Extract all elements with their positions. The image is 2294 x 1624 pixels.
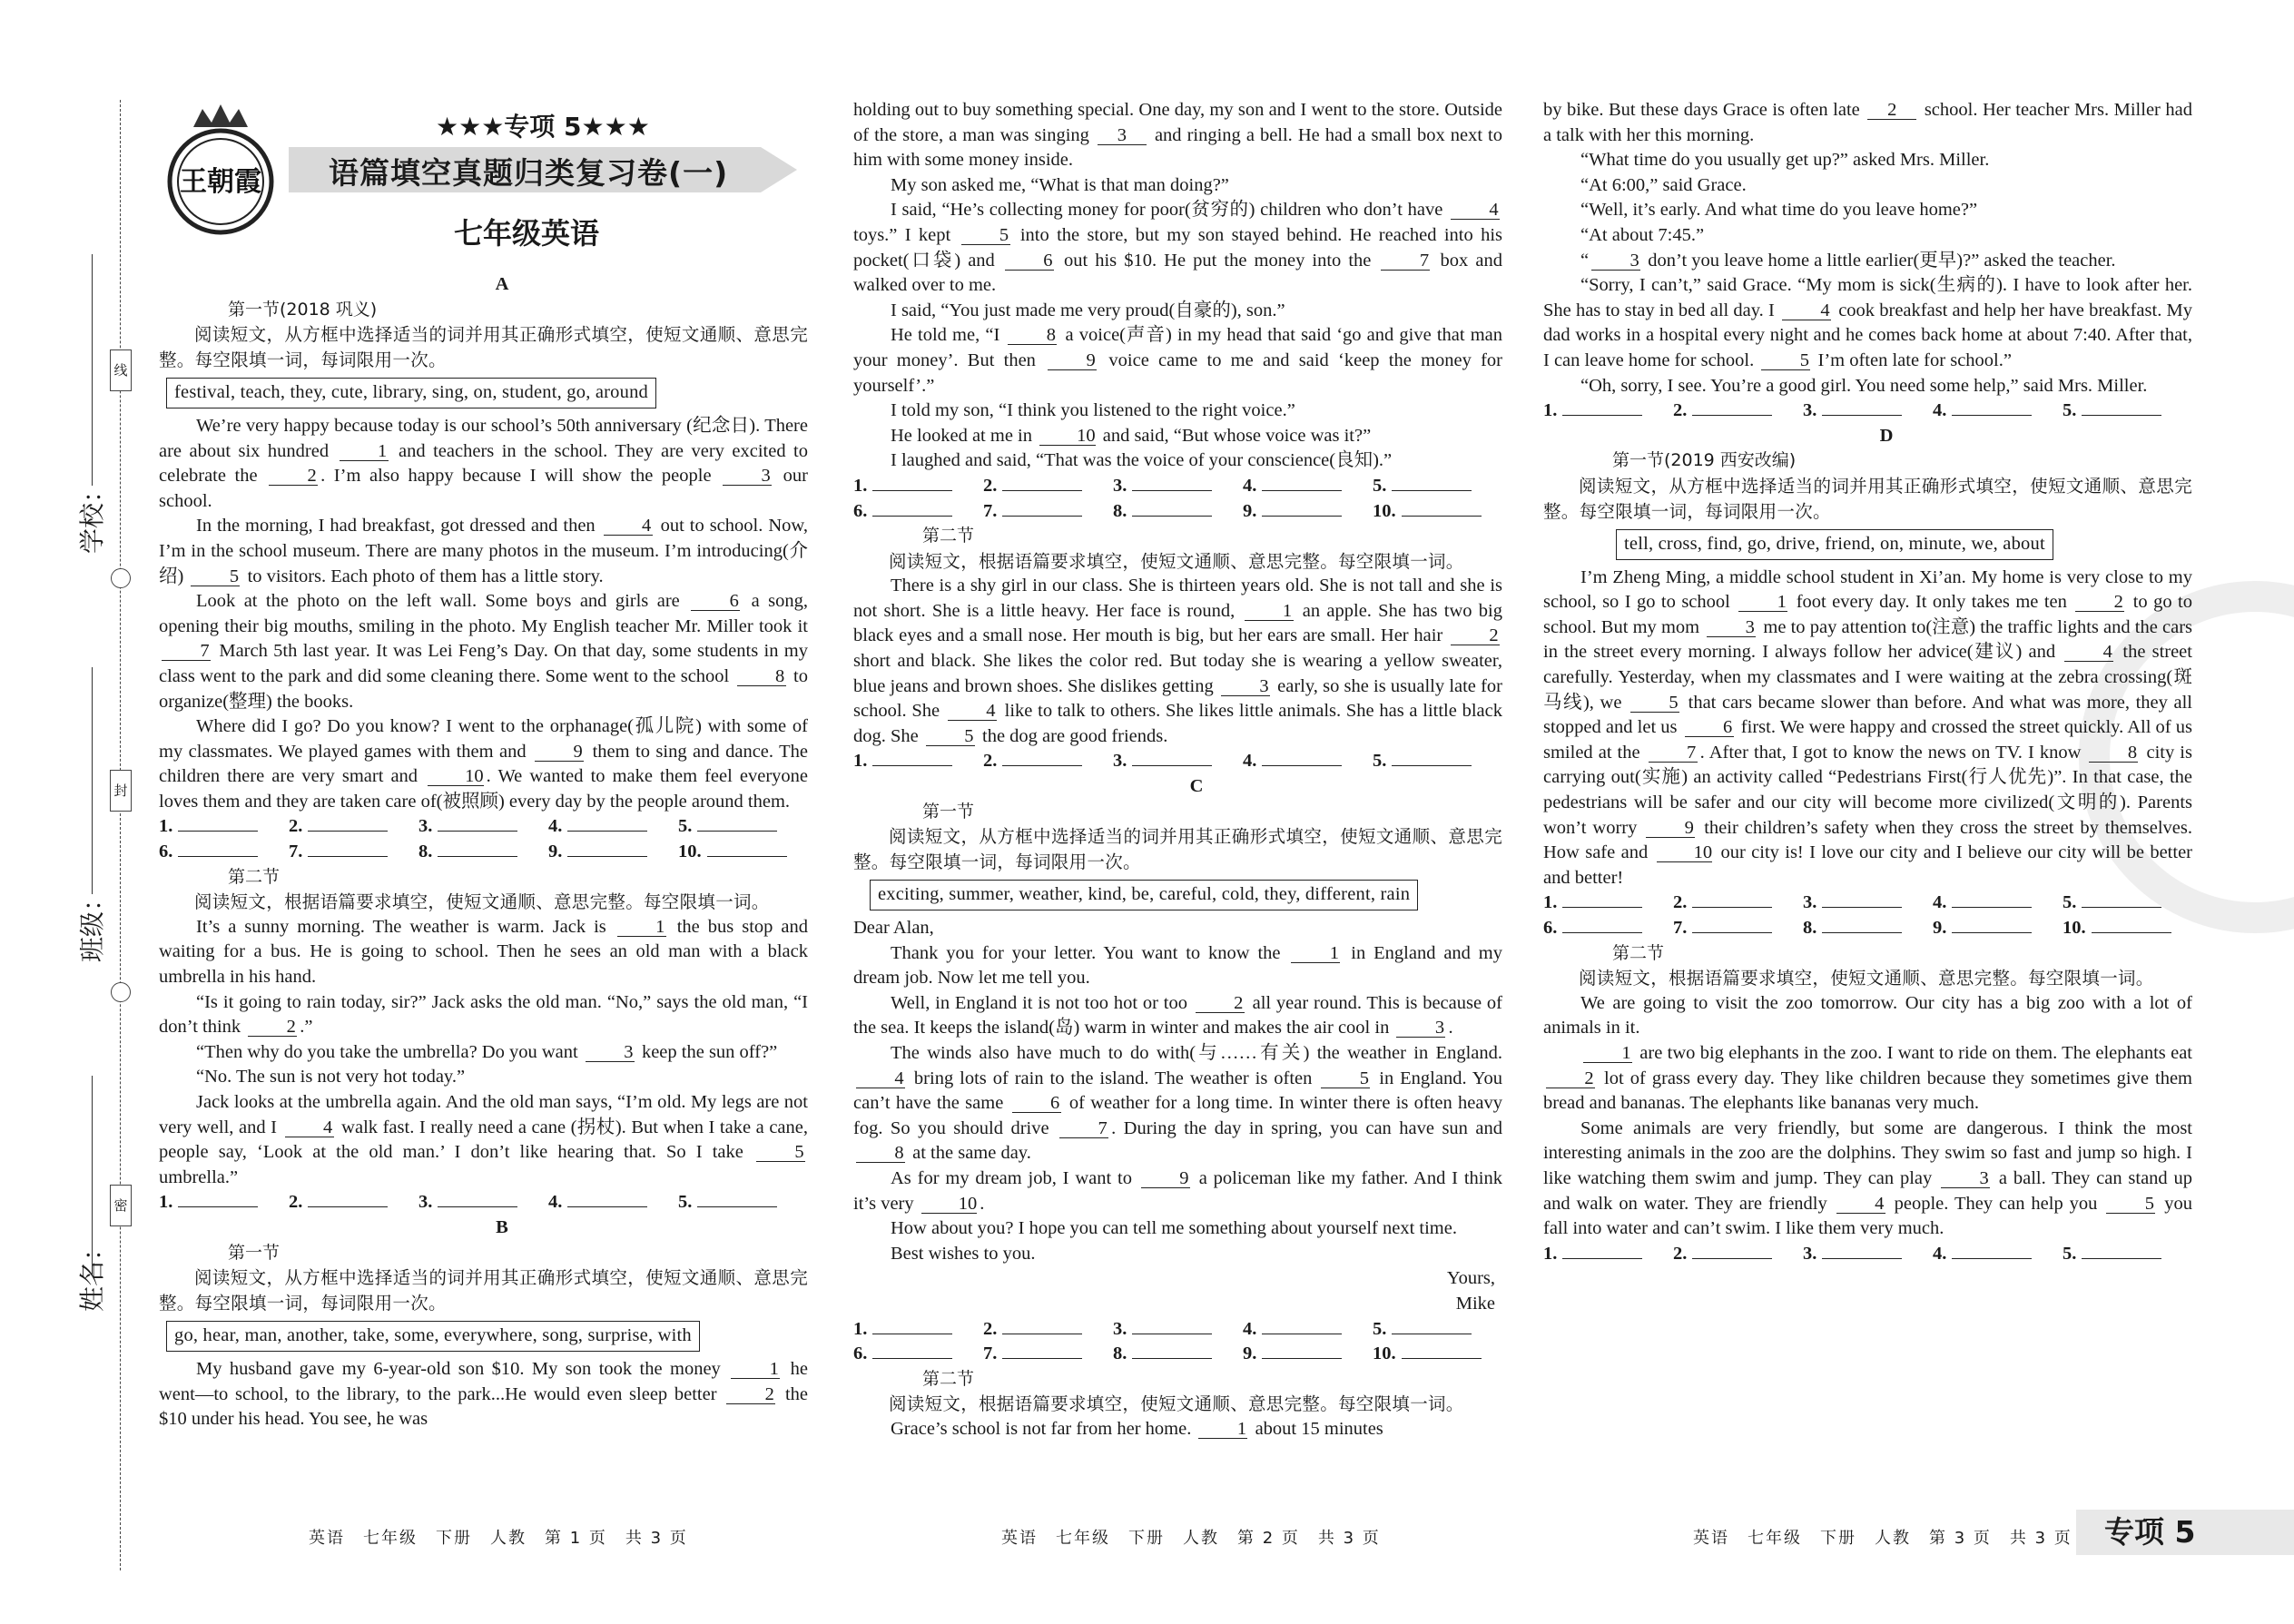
passage-paragraph: As for my dream job, I want to 9 a policeman like my father. And I think it’s very 10 . bbox=[853, 1167, 1502, 1214]
instruction: 阅读短文，根据语篇要求填空，使短文通顺、意思完整。每空限填一词。 bbox=[889, 1393, 1464, 1415]
instruction: 阅读短文，根据语篇要求填空，使短文通顺、意思完整。每空限填一词。 bbox=[1579, 968, 2154, 989]
passage-paragraph: “Oh, sorry, I see. You’re a good girl. You need some help,” said Mrs. Miller. bbox=[1580, 375, 2148, 396]
passage-paragraph: My son asked me, “What is that man doing?” bbox=[891, 174, 1229, 195]
passage-paragraph: “Well, it’s early. And what time do you leave home?” bbox=[1580, 200, 1978, 221]
answer-row: 6. 7. 8. 9. 10. bbox=[1543, 916, 2192, 941]
passage-paragraph: In the morning, I had breakfast, got dressed and then 4 out to school. Now, I’m in the school museum. There are many photos in the museum. I’m introducing(介绍) 5 to visitors. Each photo of them has a little story. bbox=[159, 516, 808, 586]
word-box: go, hear, man, another, take, some, everywhere, song, surprise, with bbox=[166, 1321, 700, 1352]
section-letter: A bbox=[495, 274, 509, 294]
passage-paragraph: Thank you for your letter. You want to know the 1 in England and my dream job. Now let me tell you. bbox=[853, 942, 1503, 989]
passage-paragraph: We are going to visit the zoo tomorrow. Our city has a big zoo with a lot of animals in it. bbox=[1543, 992, 2192, 1038]
section-letter: D bbox=[1879, 425, 1894, 446]
passage-paragraph: Where did I go? Do you know? I went to the orphanage(孤儿院) with some of my classmates. We played games with them and 9 them to sing and dance. The children there are very smart and 10 . We wanted to make them feel everyone loves them and they are taken care of(被照顾) every day by the people around them. bbox=[159, 716, 809, 812]
section-title: 第一节(2019 西安改编) bbox=[1612, 450, 1797, 471]
binding-mark-secret: 密 bbox=[110, 1185, 132, 1226]
answer-row: 1. 2. 3. 4. 5. bbox=[1543, 1242, 2192, 1267]
answer-row: 6. 7. 8. 9. 10. bbox=[853, 1342, 1502, 1367]
passage-paragraph: I told my son, “I think you listened to the right voice.” bbox=[891, 400, 1295, 421]
passage-paragraph: “Then why do you take the umbrella? Do you want 3 keep the sun off?” bbox=[196, 1041, 778, 1062]
passage-paragraph: Grace’s school is not far from her home. 1 about 15 minutes bbox=[891, 1418, 1383, 1439]
answer-row: 1. 2. 3. 4. 5. bbox=[853, 1317, 1502, 1343]
column-3 bbox=[1543, 98, 2192, 1266]
svg-text:王朝霞: 王朝霞 bbox=[180, 166, 261, 198]
corner-tag-text: 专项 5 bbox=[2104, 1514, 2196, 1550]
passage-paragraph: I said, “He’s collecting money for poor(贫穷的) children who don’t have 4 toys.” I kept 5 into the store, but my son stayed behind. He reached into his pocket(口袋) and 6 out his $10. He put the money into the 7 box and walked over to me. bbox=[853, 200, 1502, 296]
section-title: 第一节 bbox=[228, 1242, 281, 1263]
class-field-line[interactable] bbox=[92, 667, 93, 894]
binding-dashed-line bbox=[120, 100, 121, 1570]
school-label: 学校： bbox=[77, 477, 107, 554]
passage-paragraph: 1 are two big elephants in the zoo. I want to ride on them. The elephants eat 2 lot of grass every day. They like children because they sometimes give them bread and bananas. The elephants like bananas very much. bbox=[1543, 1042, 2192, 1114]
passage-paragraph: Well, in England it is not too hot or too 2 all year round. This is because of the sea. It keeps the island(岛) warm in winter and makes the air cool in 3 . bbox=[853, 992, 1502, 1038]
passage-paragraph: My husband gave my 6-year-old son $10. My son took the money 1 he went—to school, to the library, to the park...He would even sleep better 2 the $10 under his head. You see, he was bbox=[159, 1358, 808, 1430]
answer-row: 1. 2. 3. 4. 5. bbox=[853, 749, 1502, 774]
section-title: 第二节 bbox=[922, 1368, 975, 1389]
passage-paragraph: “Is it going to rain today, sir?” Jack asks the old man. “No,” says the old man, “I don’t think 2 .” bbox=[159, 991, 808, 1038]
word-box: exciting, summer, weather, kind, be, careful, cold, they, different, rain bbox=[870, 880, 1418, 910]
answer-row: 1. 2. 3. 4. 5. bbox=[853, 474, 1502, 499]
answer-row: 1. 2. 3. 4. 5. bbox=[1543, 891, 2192, 916]
class-label: 班级： bbox=[77, 885, 107, 962]
letter-greeting: Dear Alan, bbox=[853, 918, 934, 938]
column-2 bbox=[853, 98, 1502, 1442]
binding-mark-line: 线 bbox=[110, 349, 132, 391]
school-field-line[interactable] bbox=[92, 254, 93, 486]
passage-paragraph: It’s a sunny morning. The weather is warm. Jack is 1 the bus stop and waiting for a bus. He is going to school. Then he sees an old man with a black umbrella in his hand. bbox=[159, 916, 808, 988]
passage-paragraph: We’re very happy because today is our school’s 50th anniversary (纪念日). There are about six hundred 1 and teachers in the school. They are very excited to celebrate the 2 . I’m also happy because I will show the people 3 our school. bbox=[159, 415, 808, 511]
passage-paragraph: “Sorry, I can’t,” said Grace. “My mom is sick(生病的). I have to look after her. She has to stay in bed all day. I 4 cook breakfast and help her have breakfast. My dad works in a hospital every night and he comes back home at about 7:40. After that, I can leave home for school. 5 I’m often late for school.” bbox=[1543, 275, 2192, 370]
binding-hole bbox=[111, 982, 131, 1002]
instruction: 阅读短文，根据语篇要求填空，使短文通顺、意思完整。每空限填一词。 bbox=[194, 891, 770, 913]
section-title: 第一节(2018 巩义) bbox=[228, 299, 378, 320]
paper-subtitle: 七年级英语 bbox=[454, 216, 600, 251]
name-label: 姓名： bbox=[77, 1235, 107, 1312]
passage-paragraph: “At 6:00,” said Grace. bbox=[1580, 174, 1747, 195]
instruction: 阅读短文，从方框中选择适当的词并用其正确形式填空，使短文通顺、意思完整。每空限填一词，每词限用一次。 bbox=[159, 324, 808, 370]
word-box: tell, cross, find, go, drive, friend, on, minute, we, about bbox=[1616, 529, 2053, 560]
answer-row: 1. 2. 3. 4. 5. bbox=[159, 1190, 808, 1216]
passage-paragraph: I said, “You just made me very proud(自豪的), son.” bbox=[891, 300, 1285, 320]
passage-paragraph: “What time do you usually get up?” asked Mrs. Miller. bbox=[1580, 150, 1990, 171]
passage-paragraph: The winds also have much to do with(与……有关) the weather in England. 4 bring lots of rain to the island. The weather is often 5 in England. You can’t have the same 6 of weather for a long time. In winter there is often heavy fog. So you should drive 7 . During the day in spring, you can have sun and 8 at the same day. bbox=[853, 1042, 1503, 1164]
instruction: 阅读短文，从方框中选择适当的词并用其正确形式填空，使短文通顺、意思完整。每空限填一词，每词限用一次。 bbox=[853, 826, 1502, 872]
passage-paragraph: He told me, “I 8 a voice(声音) in my head that said ‘go and give that man your money’. But then 9 voice came to me and said ‘keep the money for yourself’.” bbox=[853, 325, 1502, 396]
page-footer-3: 英语 七年级 下册 人教 第 3 页 共 3 页 bbox=[1693, 1529, 2072, 1548]
answer-row: 1. 2. 3. 4. 5. bbox=[1543, 399, 2192, 424]
header-tag: ★★★专项 5★★★ bbox=[436, 112, 650, 142]
binding-hole bbox=[111, 568, 131, 588]
instruction: 阅读短文，从方框中选择适当的词并用其正确形式填空，使短文通顺、意思完整。每空限填一词，每词限用一次。 bbox=[1543, 475, 2192, 522]
passage-paragraph: He looked at me in 10 and said, “But whose voice was it?” bbox=[891, 425, 1372, 446]
passage-paragraph: I’m Zheng Ming, a middle school student in Xi’an. My home is very close to my school, so I go to school 1 foot every day. It only takes me ten 2 to go to school. But my mom 3 me to pay attention to(注意) the traffic lights and the cars in the street every morning. I always follow her advice(建议) and 4 the street carefully. Yesterday, when my classmates and I were waiting at the zebra crossing(斑马线), we 5 that cars became slower than before. And what was more, they all stopped and let us 6 first. We were happy and crossed the street quickly. All of us smiled at the 7 . After that, I got to know the news on TV. I know 8 city is carrying out(实施) an activity called “Pedestrians First(行人优先)”. In that case, the pedestrians will be safer and our city will become more civilized(文明的). Parents won’t worry 9 their children’s safety when they cross the street by themselves. How safe and 10 our city is! I love our city and I believe our city will be better and better! bbox=[1543, 566, 2193, 888]
passage-paragraph: holding out to buy something special. One day, my son and I went to the store. Outside of the store, a man was singing 3 and ringing a bell. He had a small box next to him with some money inside. bbox=[853, 100, 1502, 171]
passage-paragraph: Some animals are very friendly, but some are dangerous. I think the most interesting animals in the zoo are the dolphins. They swim so fast and jump so high. I like watching them swim and jump. They can play 3 a ball. They can stand up and walk on water. They are friendly 4 people. They can help you 5 you fall into water and can’t swim. I like them very much. bbox=[1543, 1117, 2193, 1239]
paper-title: 语篇填空真题归类复习卷(一) bbox=[329, 155, 729, 191]
answer-row: 6. 7. 8. 9. 10. bbox=[853, 499, 1502, 525]
section-letter: C bbox=[1189, 776, 1204, 797]
column-1 bbox=[159, 272, 808, 1432]
passage-paragraph: I laughed and said, “That was the voice of your conscience(良知).” bbox=[891, 450, 1393, 471]
passage-paragraph: There is a shy girl in our class. She is thirteen years old. She is not tall and she is not short. She is a little heavy. Her face is round, 1 an apple. She has two big black eyes and a small nose. Her mouth is big, but her ears are small. Her hair 2 short and black. She likes the color red. But today she is wearing a yellow sweater, blue jeans and brown shoes. She dislikes getting 3 early, so she is usually late for school. She 4 like to talk to others. She likes little animals. She has a little black dog. She 5 the dog are good friends. bbox=[853, 576, 1503, 746]
instruction: 阅读短文，根据语篇要求填空，使短文通顺、意思完整。每空限填一词。 bbox=[889, 550, 1464, 572]
passage-paragraph: How about you? I hope you can tell me something about yourself next time. bbox=[891, 1218, 1457, 1239]
brand-logo bbox=[162, 100, 280, 236]
instruction: 阅读短文，从方框中选择适当的词并用其正确形式填空，使短文通顺、意思完整。每空限填一词，每词限用一次。 bbox=[159, 1267, 808, 1314]
passage-paragraph: Jack looks at the umbrella again. And the old man says, “I’m old. My legs are not very well, and I 4 walk fast. I really need a cane (拐杖). But when I take a cane, people say, ‘Look at the old man.’ I don’t like hearing that. So I take 5 umbrella.” bbox=[159, 1092, 808, 1187]
passage-paragraph: “No. The sun is not very hot today.” bbox=[196, 1067, 466, 1088]
passage-paragraph: Best wishes to you. bbox=[891, 1243, 1036, 1264]
passage-paragraph: Look at the photo on the left wall. Some boys and girls are 6 a song, opening their big mouths, smiling in the photo. My English teacher Mr. Miller took it 7 March 5th last year. It was Lei Feng’s Day. On that day, some students in my class went to the park and did some cleaning there. Some went to the school 8 to organize(整理) the books. bbox=[159, 591, 808, 712]
section-letter: B bbox=[496, 1216, 508, 1237]
passage-paragraph: “ 3 don’t you leave home a little earlier(更早)?” asked the teacher. bbox=[1580, 250, 2116, 271]
answer-row: 6. 7. 8. 9. 10. bbox=[159, 840, 808, 865]
page-footer-1: 英语 七年级 下册 人教 第 1 页 共 3 页 bbox=[309, 1529, 688, 1548]
passage-paragraph: by bike. But these days Grace is often late 2 school. Her teacher Mrs. Miller had a talk with her this morning. bbox=[1543, 100, 2192, 145]
name-field-line[interactable] bbox=[92, 1076, 93, 1275]
word-box: festival, teach, they, cute, library, sing, on, student, go, around bbox=[166, 378, 656, 408]
answer-row: 1. 2. 3. 4. 5. bbox=[159, 814, 808, 840]
passage-paragraph: “At about 7:45.” bbox=[1580, 224, 1705, 245]
binding-mark-seal: 封 bbox=[110, 770, 132, 812]
section-title: 第二节 bbox=[922, 526, 975, 546]
section-title: 第一节 bbox=[922, 801, 975, 822]
letter-closing: Yours, Mike bbox=[1446, 1268, 1495, 1314]
section-title: 第二节 bbox=[1612, 942, 1665, 963]
page-footer-2: 英语 七年级 下册 人教 第 2 页 共 3 页 bbox=[1001, 1529, 1381, 1548]
section-title: 第二节 bbox=[228, 866, 281, 887]
